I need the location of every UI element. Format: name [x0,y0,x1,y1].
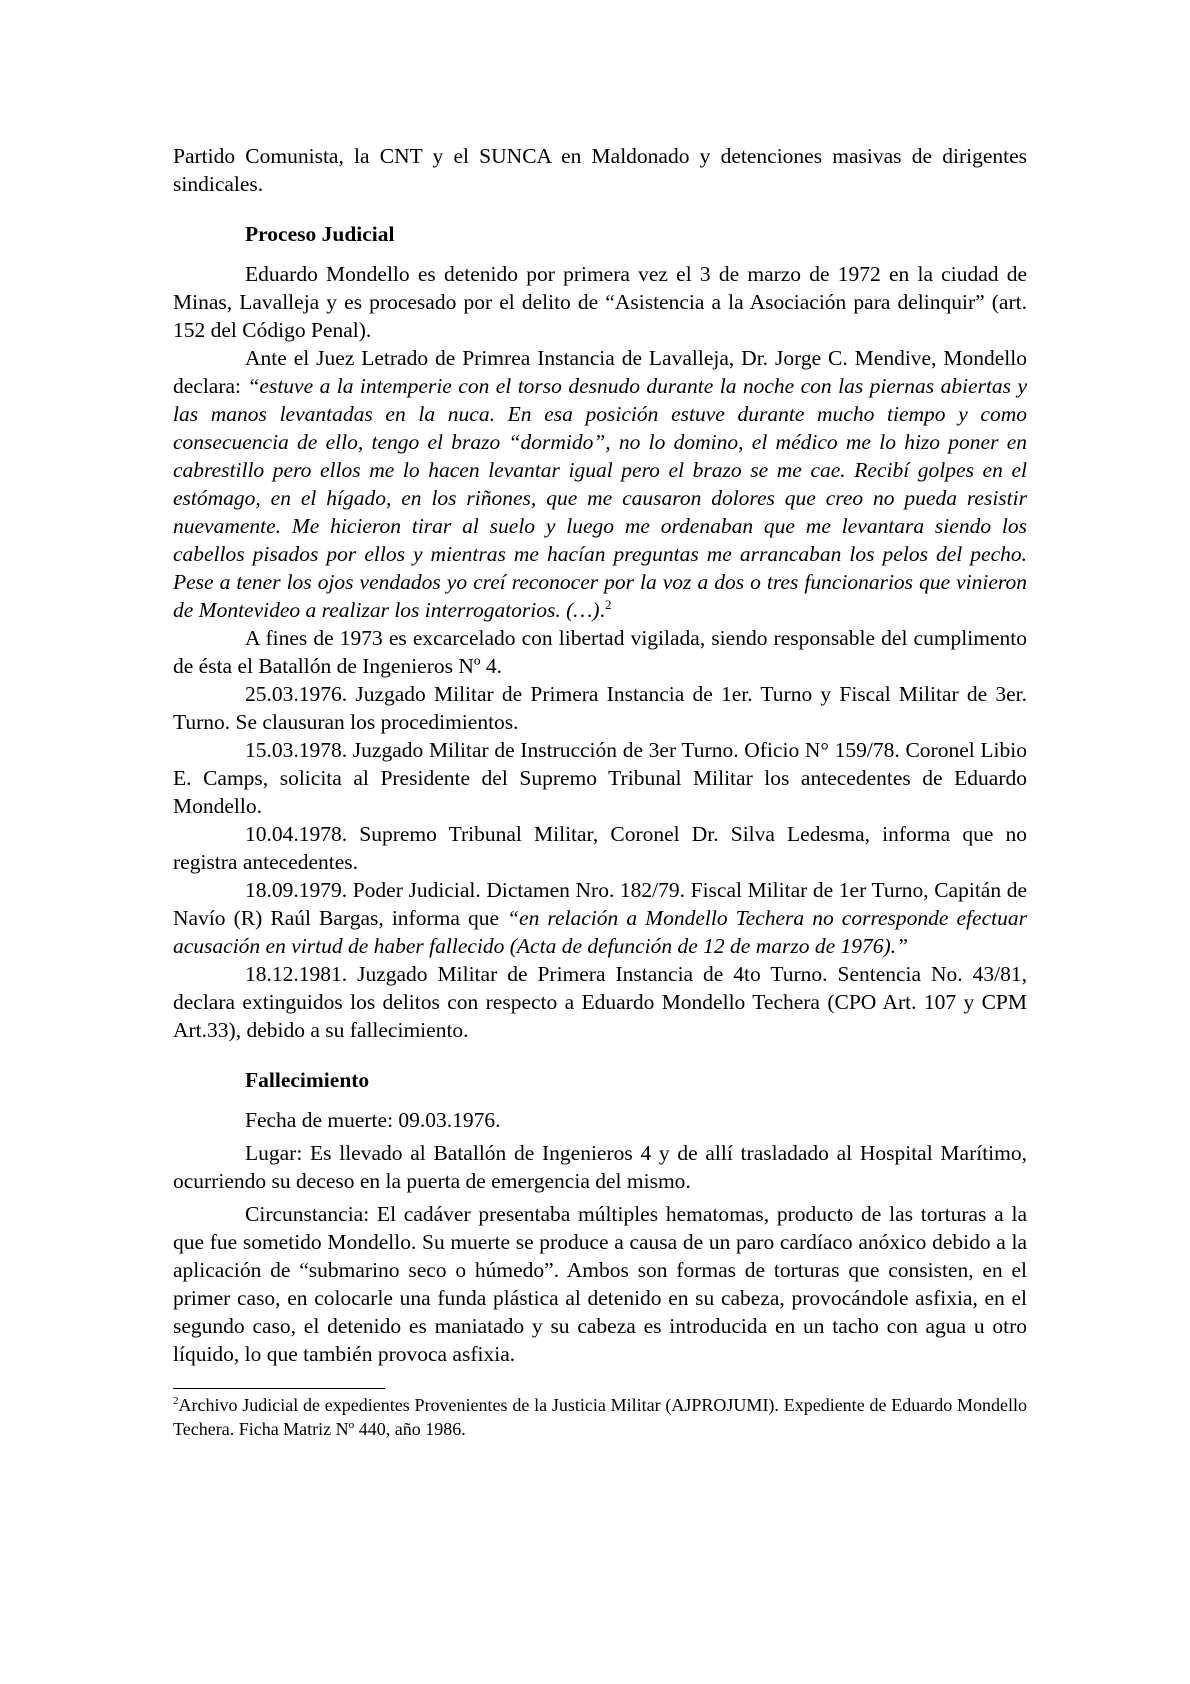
footnote-text: Archivo Judicial de expedientes Provenientes de la Justicia Militar (AJPROJUMI). Expediente de Eduardo Mondello Techera. Ficha Matriz Nº 440, año 1986. [173,1395,1027,1439]
paragraph-1976-procedure: 25.03.1976. Juzgado Militar de Primera Instancia de 1er. Turno y Fiscal Militar de 3er. Turno. Se clausuran los procedimientos. [173,682,1027,734]
testimony-intro: Ante el Juez Letrado de Primrea Instancia de Lavalleja, Dr. Jorge C. Mendive, Mondello declara: [173,346,1027,398]
paragraph-1981-sentence: 18.12.1981. Juzgado Militar de Primera Instancia de 4to Turno. Sentencia No. 43/81, declara extinguidos los delitos con respecto a Eduardo Mondello Techera (CPO Art. 107 y CPM Art.33), debido a su fallecimiento. [173,962,1027,1042]
footnote-divider [173,1388,385,1389]
dictamen-quote: “en relación a Mondello Techera no corresponde efectuar acusación en virtud de haber fallecido (Acta de defunción de 12 de marzo de 1976).” [173,906,1027,958]
paragraph-1979-dictamen [173,876,1027,960]
paragraph-1978-tribunal: 10.04.1978. Supremo Tribunal Militar, Coronel Dr. Silva Ledesma, informa que no registra antecedentes. [173,822,1027,874]
paragraph-death-date: Fecha de muerte: 09.03.1976. [245,1108,501,1132]
heading-proceso-judicial: Proceso Judicial [245,222,395,246]
heading-fallecimiento: Fallecimiento [245,1068,370,1092]
intro-continuation-paragraph: Partido Comunista, la CNT y el SUNCA en Maldonado y detenciones masivas de dirigentes sindicales. [173,144,1027,196]
footnote-reference[interactable]: 2 [604,596,612,612]
footnote [173,1393,1027,1441]
document-page [173,142,1027,1441]
testimony-end: . [599,598,605,622]
testimony-quote: “estuve a la intemperie con el torso desnudo durante la noche con las piernas abiertas y las manos levantadas en la nuca. En esa posición estuve durante mucho tiempo y como consecuencia de ello, tengo el brazo “dormido”, no lo domino, el médico me lo hizo poner en cabrestillo pero ellos me lo hacen levantar igual pero el brazo se me cae. Recibí golpes en el estómago, en el hígado, en los riñones, que me causaron dolores que creo no pueda resistir nuevamente. Me hicieron tirar al suelo y luego me ordenaban que me levantara siendo los cabellos pisados por ellos y mientras me hacían preguntas me arrancaban los pelos del pecho. Pese a tener los ojos vendados yo creí reconocer por la voz a dos o tres funcionarios que vinieron de Montevideo a realizar los interrogatorios. (…) [173,374,1028,622]
paragraph-death-circumstance: Circunstancia: El cadáver presentaba múltiples hematomas, producto de las torturas a la que fue sometido Mondello. Su muerte se produce a causa de un paro cardíaco anóxico debido a la aplicación de “submarino seco o húmedo”. Ambos son formas de torturas que consisten, en el primer caso, en colocarle una funda plástica al detenido en su cabeza, provocándole asfixia, en el segundo caso, el detenido es maniatado y su cabeza es introducida en un tacho con agua u otro líquido, lo que también provoca asfixia. [173,1202,1027,1366]
paragraph-testimony [173,344,1027,624]
dictamen-intro: 18.09.1979. Poder Judicial. Dictamen Nro. 182/79. Fiscal Militar de 1er Turno, Capitán de Navío (R) Raúl Bargas, informa que [173,878,1027,930]
paragraph-1978-oficio: 15.03.1978. Juzgado Militar de Instrucción de 3er Turno. Oficio N° 159/78. Coronel Libio E. Camps, solicita al Presidente del Supremo Tribunal Militar los antecedentes de Eduardo Mondello. [173,738,1027,818]
paragraph-first-detention: Eduardo Mondello es detenido por primera vez el 3 de marzo de 1972 en la ciudad de Minas, Lavalleja y es procesado por el delito de “Asistencia a la Asociación para delinquir” (art. 152 del Código Penal). [173,262,1027,342]
paragraph-death-place: Lugar: Es llevado al Batallón de Ingenieros 4 y de allí trasladado al Hospital Marítimo, ocurriendo su deceso en la puerta de emergencia del mismo. [173,1141,1027,1193]
paragraph-release: A fines de 1973 es excarcelado con libertad vigilada, siendo responsable del cumplimento de ésta el Batallón de Ingenieros Nº 4. [173,626,1027,678]
footnote-number: 2 [173,1395,179,1407]
